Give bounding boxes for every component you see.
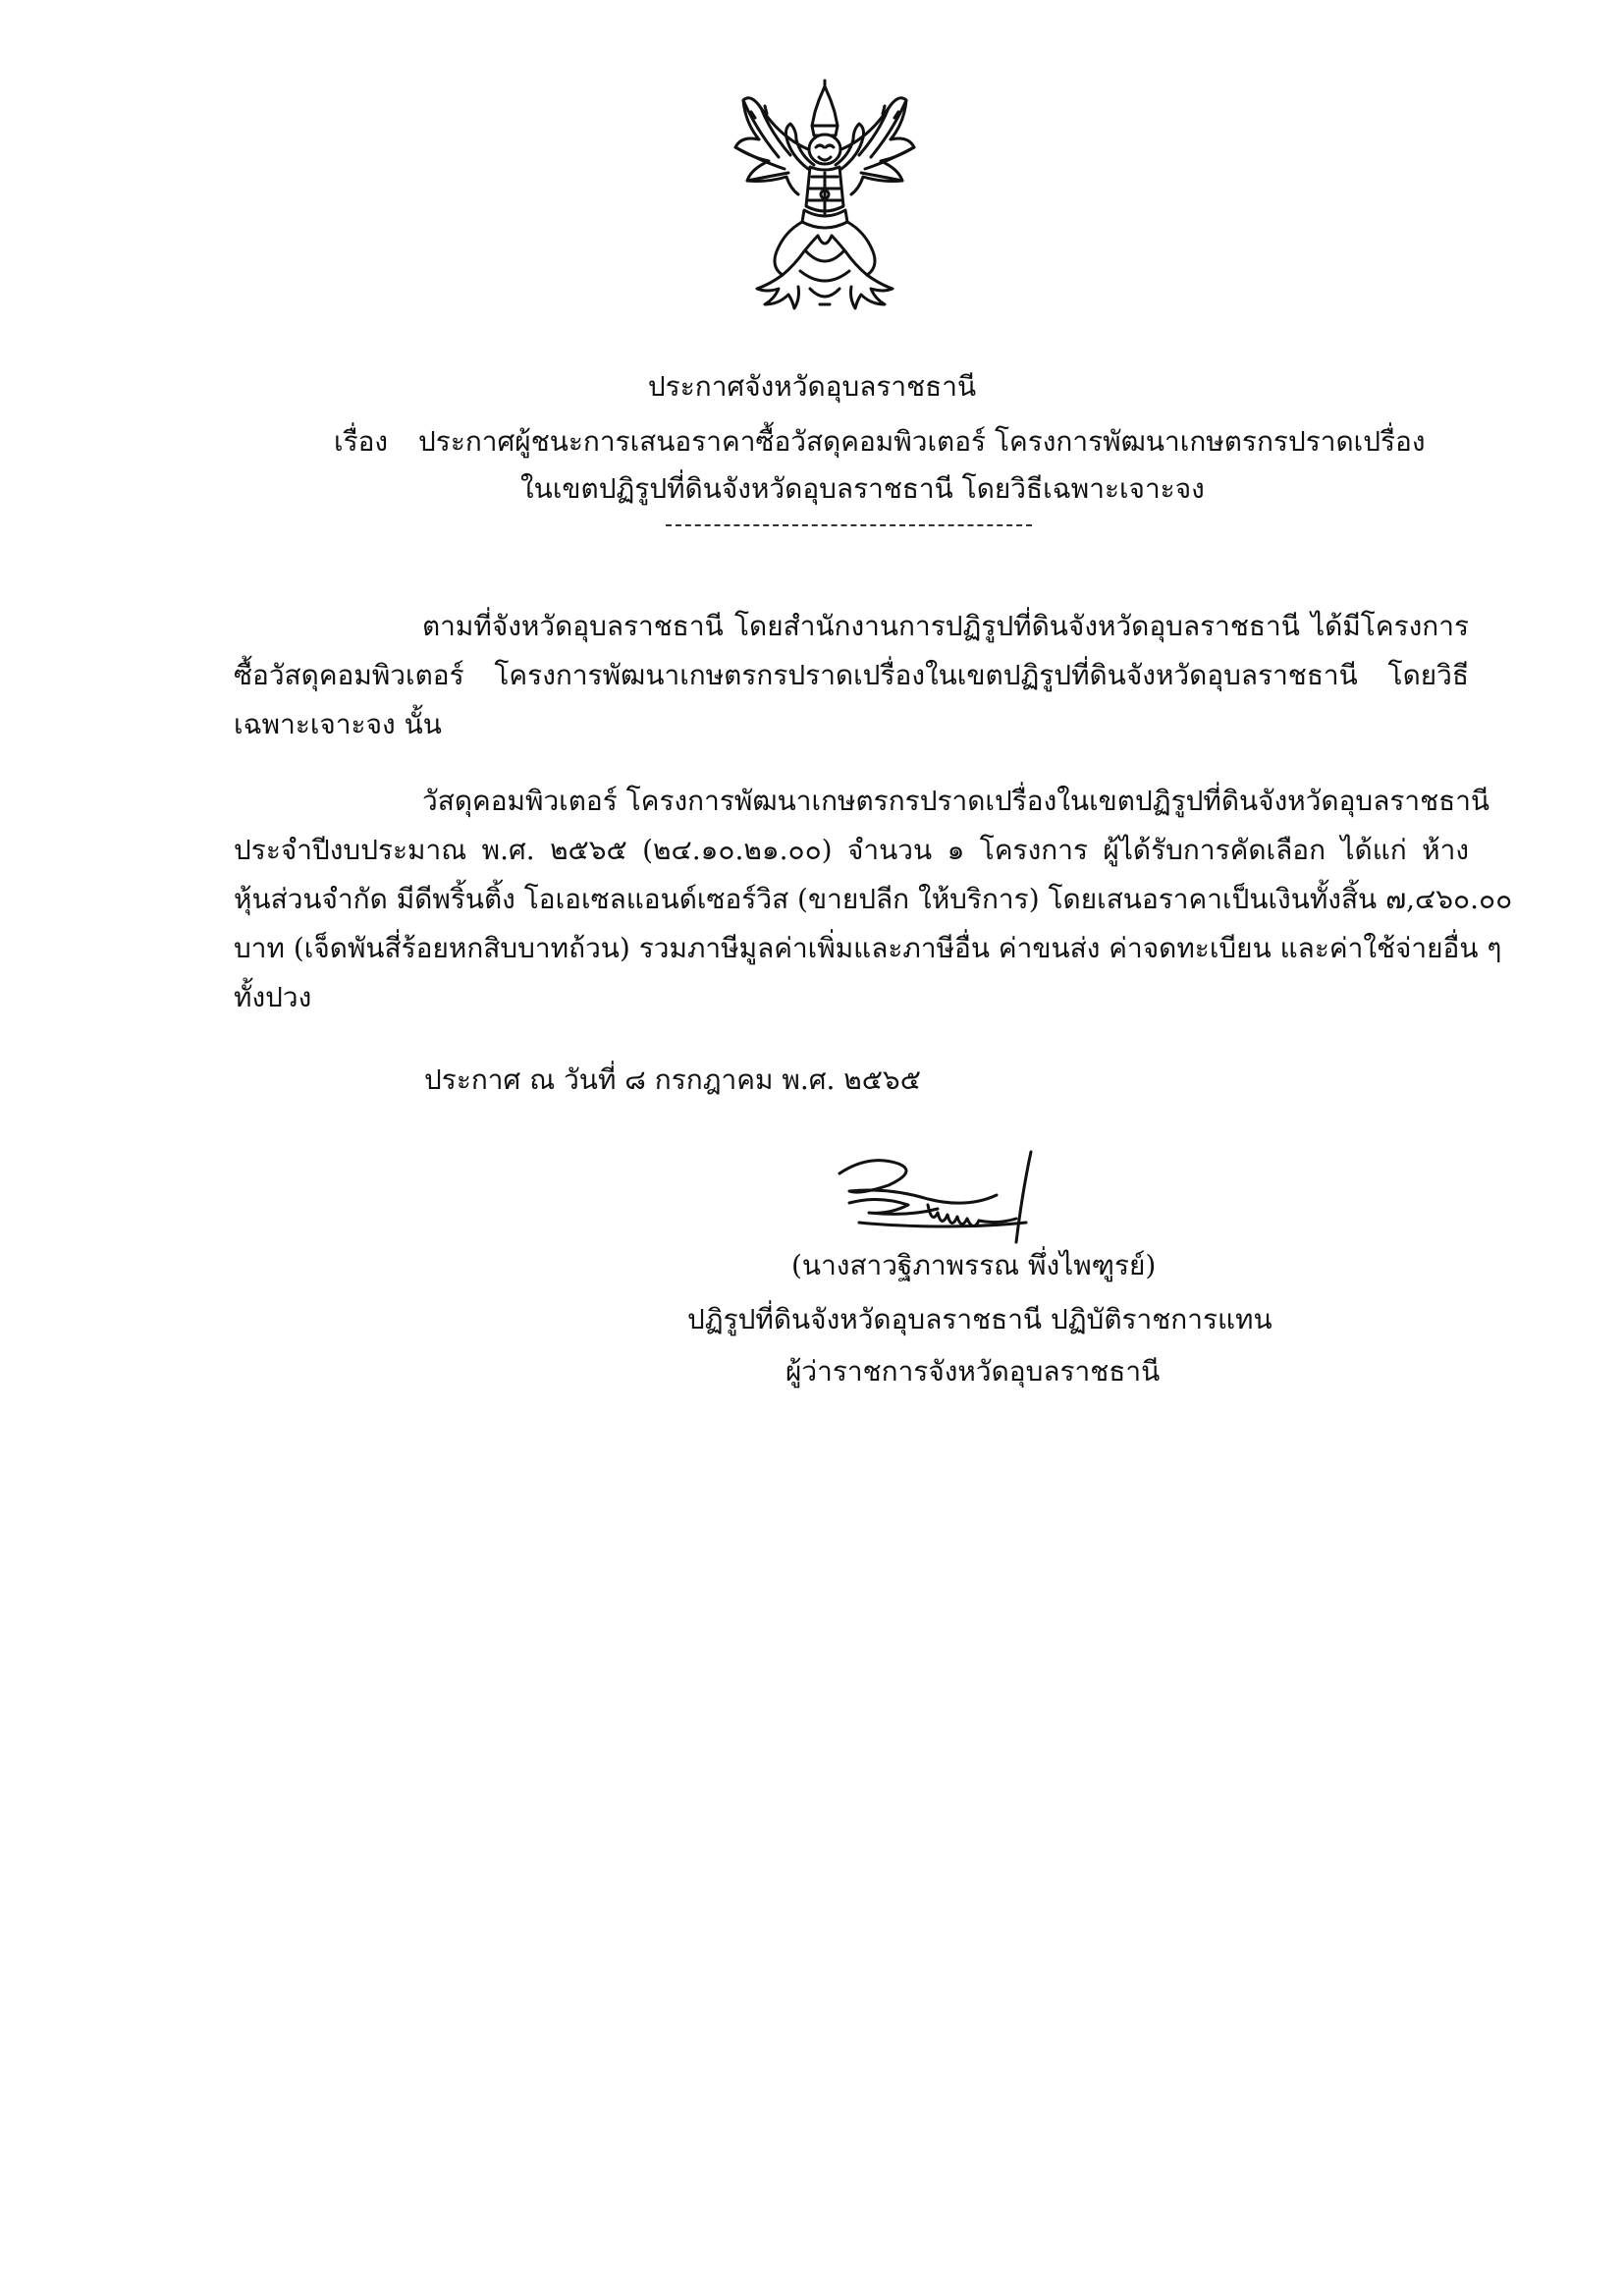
paragraph-1-line-1: ตามที่จังหวัดอุบลราชธานี โดยสำนักงานการปฏิรูปที่ดินจังหวัดอุบลราชธานี ได้มีโครงการ — [422, 610, 1469, 642]
announcement-date: ประกาศ ณ วันที่ ๘ กรกฎาคม พ.ศ. ๒๕๖๕ — [424, 1063, 921, 1096]
handwritten-signature-icon — [830, 1144, 1051, 1257]
signatory-position-line-2: ผู้ว่าราชการจังหวัดอุบลราชธานี — [785, 1355, 1161, 1388]
garuda-emblem-icon — [722, 79, 928, 319]
paragraph-1-line-3: เฉพาะเจาะจง นั้น — [234, 708, 442, 740]
divider — [666, 524, 1032, 526]
signatory-name: (นางสาวฐิภาพรรณ พึ่งไพฑูรย์) — [791, 1249, 1157, 1281]
signatory-position-line-1: ปฏิรูปที่ดินจังหวัดอุบลราชธานี ปฏิบัติราชการแทน — [687, 1303, 1272, 1335]
announcement-title: ประกาศจังหวัดอุบลราชธานี — [647, 370, 977, 403]
subject-label: เรื่อง — [334, 425, 389, 458]
paragraph-2-line-1: วัสดุคอมพิวเตอร์ โครงการพัฒนาเกษตรกรปราดเปรื่องในเขตปฏิรูปที่ดินจังหวัดอุบลราชธานี — [422, 785, 1490, 817]
paragraph-1-line-2: ซื้อวัสดุคอมพิวเตอร์ โครงการพัฒนาเกษตรกรปราดเปรื่องในเขตปฏิรูปที่ดินจังหวัดอุบลราชธานี โดยวิธี — [234, 659, 1469, 691]
subject-line-2: ในเขตปฏิรูปที่ดินจังหวัดอุบลราชธานี โดยวิธีเฉพาะเจาะจง — [520, 472, 1205, 505]
paragraph-2-line-3: หุ้นส่วนจำกัด มีดีพริ้นติ้ง โอเอเซลแอนด์เซอร์วิส (ขายปลีก ให้บริการ) โดยเสนอราคาเป็นเงินทั้งสิ้น ๗,๔๖๐.๐๐ — [234, 883, 1513, 915]
paragraph-2-line-4: บาท (เจ็ดพันสี่ร้อยหกสิบบาทถ้วน) รวมภาษีมูลค่าเพิ่มและภาษีอื่น ค่าขนส่ง ค่าจดทะเบียน และค่าใช้จ่ายอื่น ๆ — [234, 932, 1502, 964]
subject-line-1: ประกาศผู้ชนะการเสนอราคาซื้อวัสดุคอมพิวเตอร์ โครงการพัฒนาเกษตรกรปราดเปรื่อง — [418, 425, 1426, 458]
paragraph-2-line-2: ประจำปีงบประมาณ พ.ศ. ๒๕๖๕ (๒๔.๑๐.๒๑.๐๐) จำนวน ๑ โครงการ ผู้ได้รับการคัดเลือก ได้แก่ ห้าง — [234, 834, 1469, 866]
paragraph-2-line-5: ทั้งปวง — [234, 981, 312, 1013]
